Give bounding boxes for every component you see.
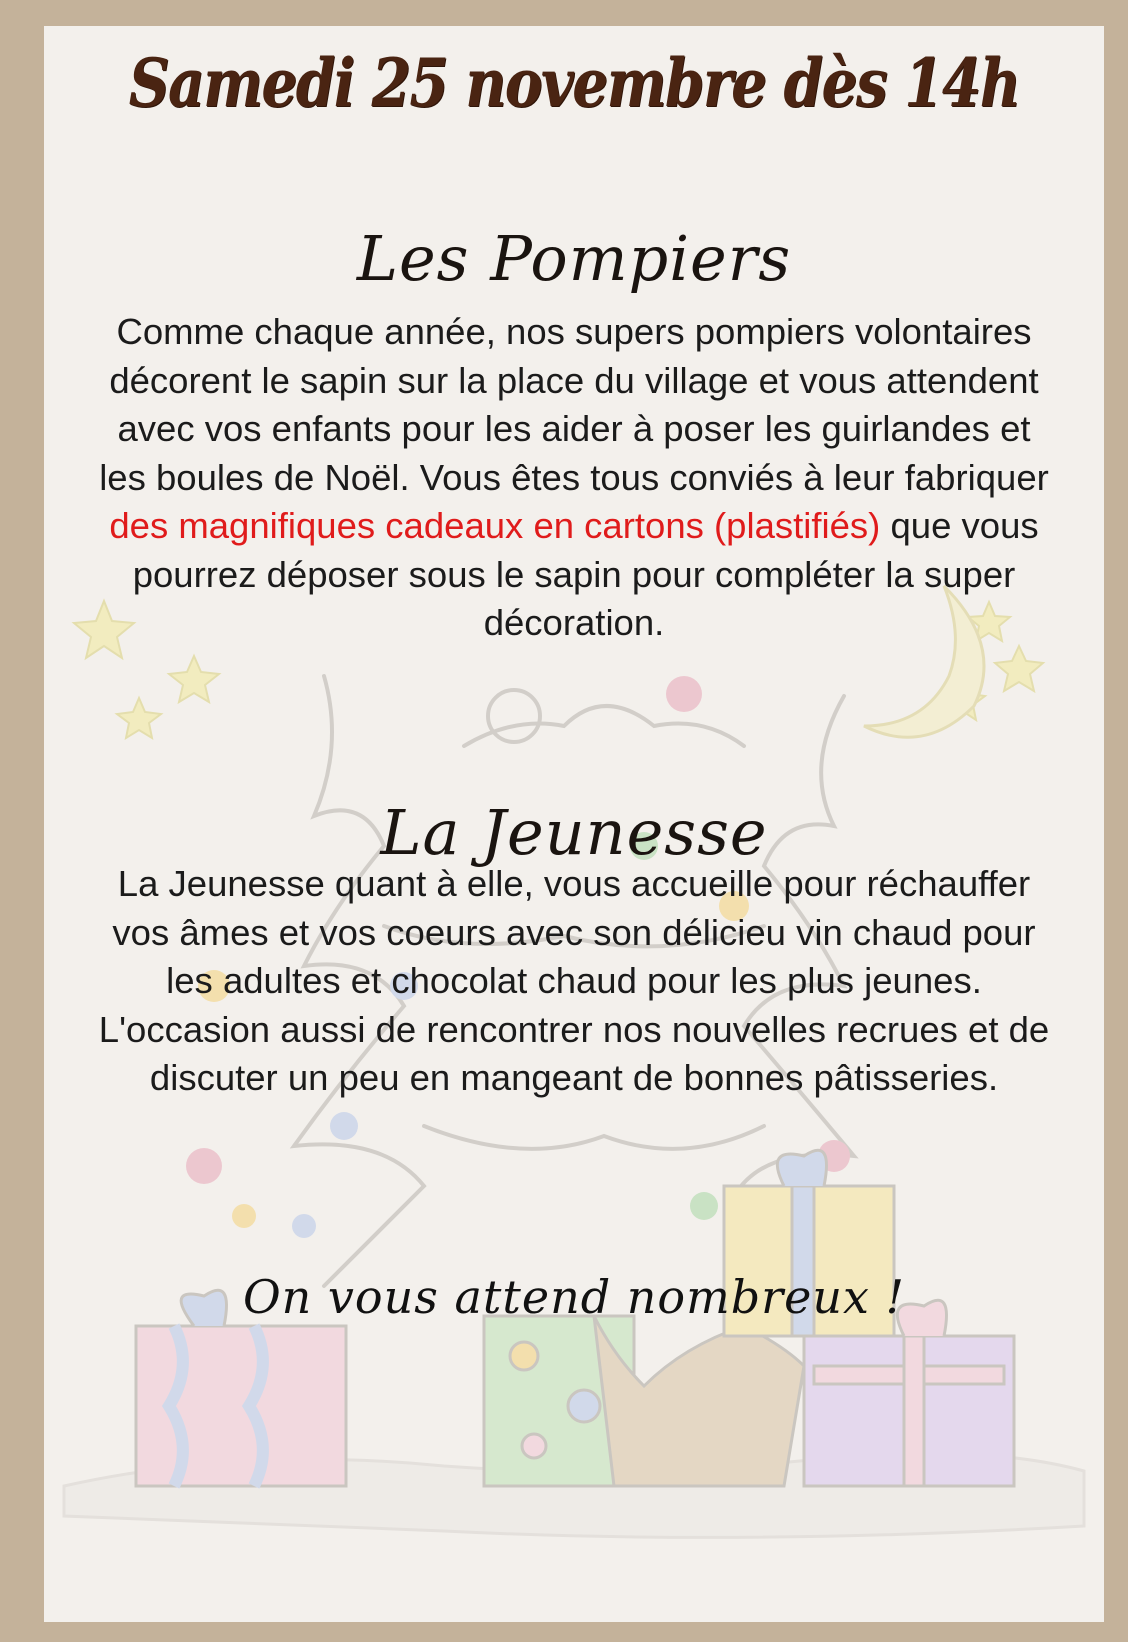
paragraph-pompiers bbox=[94, 308, 1054, 648]
flyer-content bbox=[44, 26, 1104, 1622]
paragraph-pompiers-text-before: Comme chaque année, nos supers pompiers volontaires décorent le sapin sur la place du village et vous attendent avec vos enfants pour les aider à poser les guirlandes et les boules de Noël. Vous êtes tous conviés à leur fabriquer bbox=[99, 311, 1049, 498]
closing-message: On vous attend nombreux ! bbox=[242, 1270, 906, 1324]
paragraph-jeunesse: La Jeunesse quant à elle, vous accueille pour réchauffer vos âmes et vos coeurs avec son délicieu vin chaud pour les adultes et chocolat chaud pour les plus jeunes. L'occasion aussi de rencontrer nos nouvelles recrues et de discuter un peu en mangeant de bonnes pâtisseries. bbox=[98, 863, 1050, 1098]
paragraph-pompiers-text-after: que vous pourrez déposer sous le sapin pour compléter la super décoration. bbox=[132, 505, 1039, 643]
paragraph-pompiers-highlight: des magnifiques cadeaux en cartons (plastifiés) bbox=[109, 505, 881, 546]
flyer-card bbox=[44, 26, 1104, 1622]
event-date-title: Samedi 25 novembre dès 14h bbox=[128, 44, 1020, 122]
section-title-pompiers: Les Pompiers bbox=[356, 222, 792, 295]
section-title-jeunesse: La Jeunesse bbox=[380, 796, 768, 869]
